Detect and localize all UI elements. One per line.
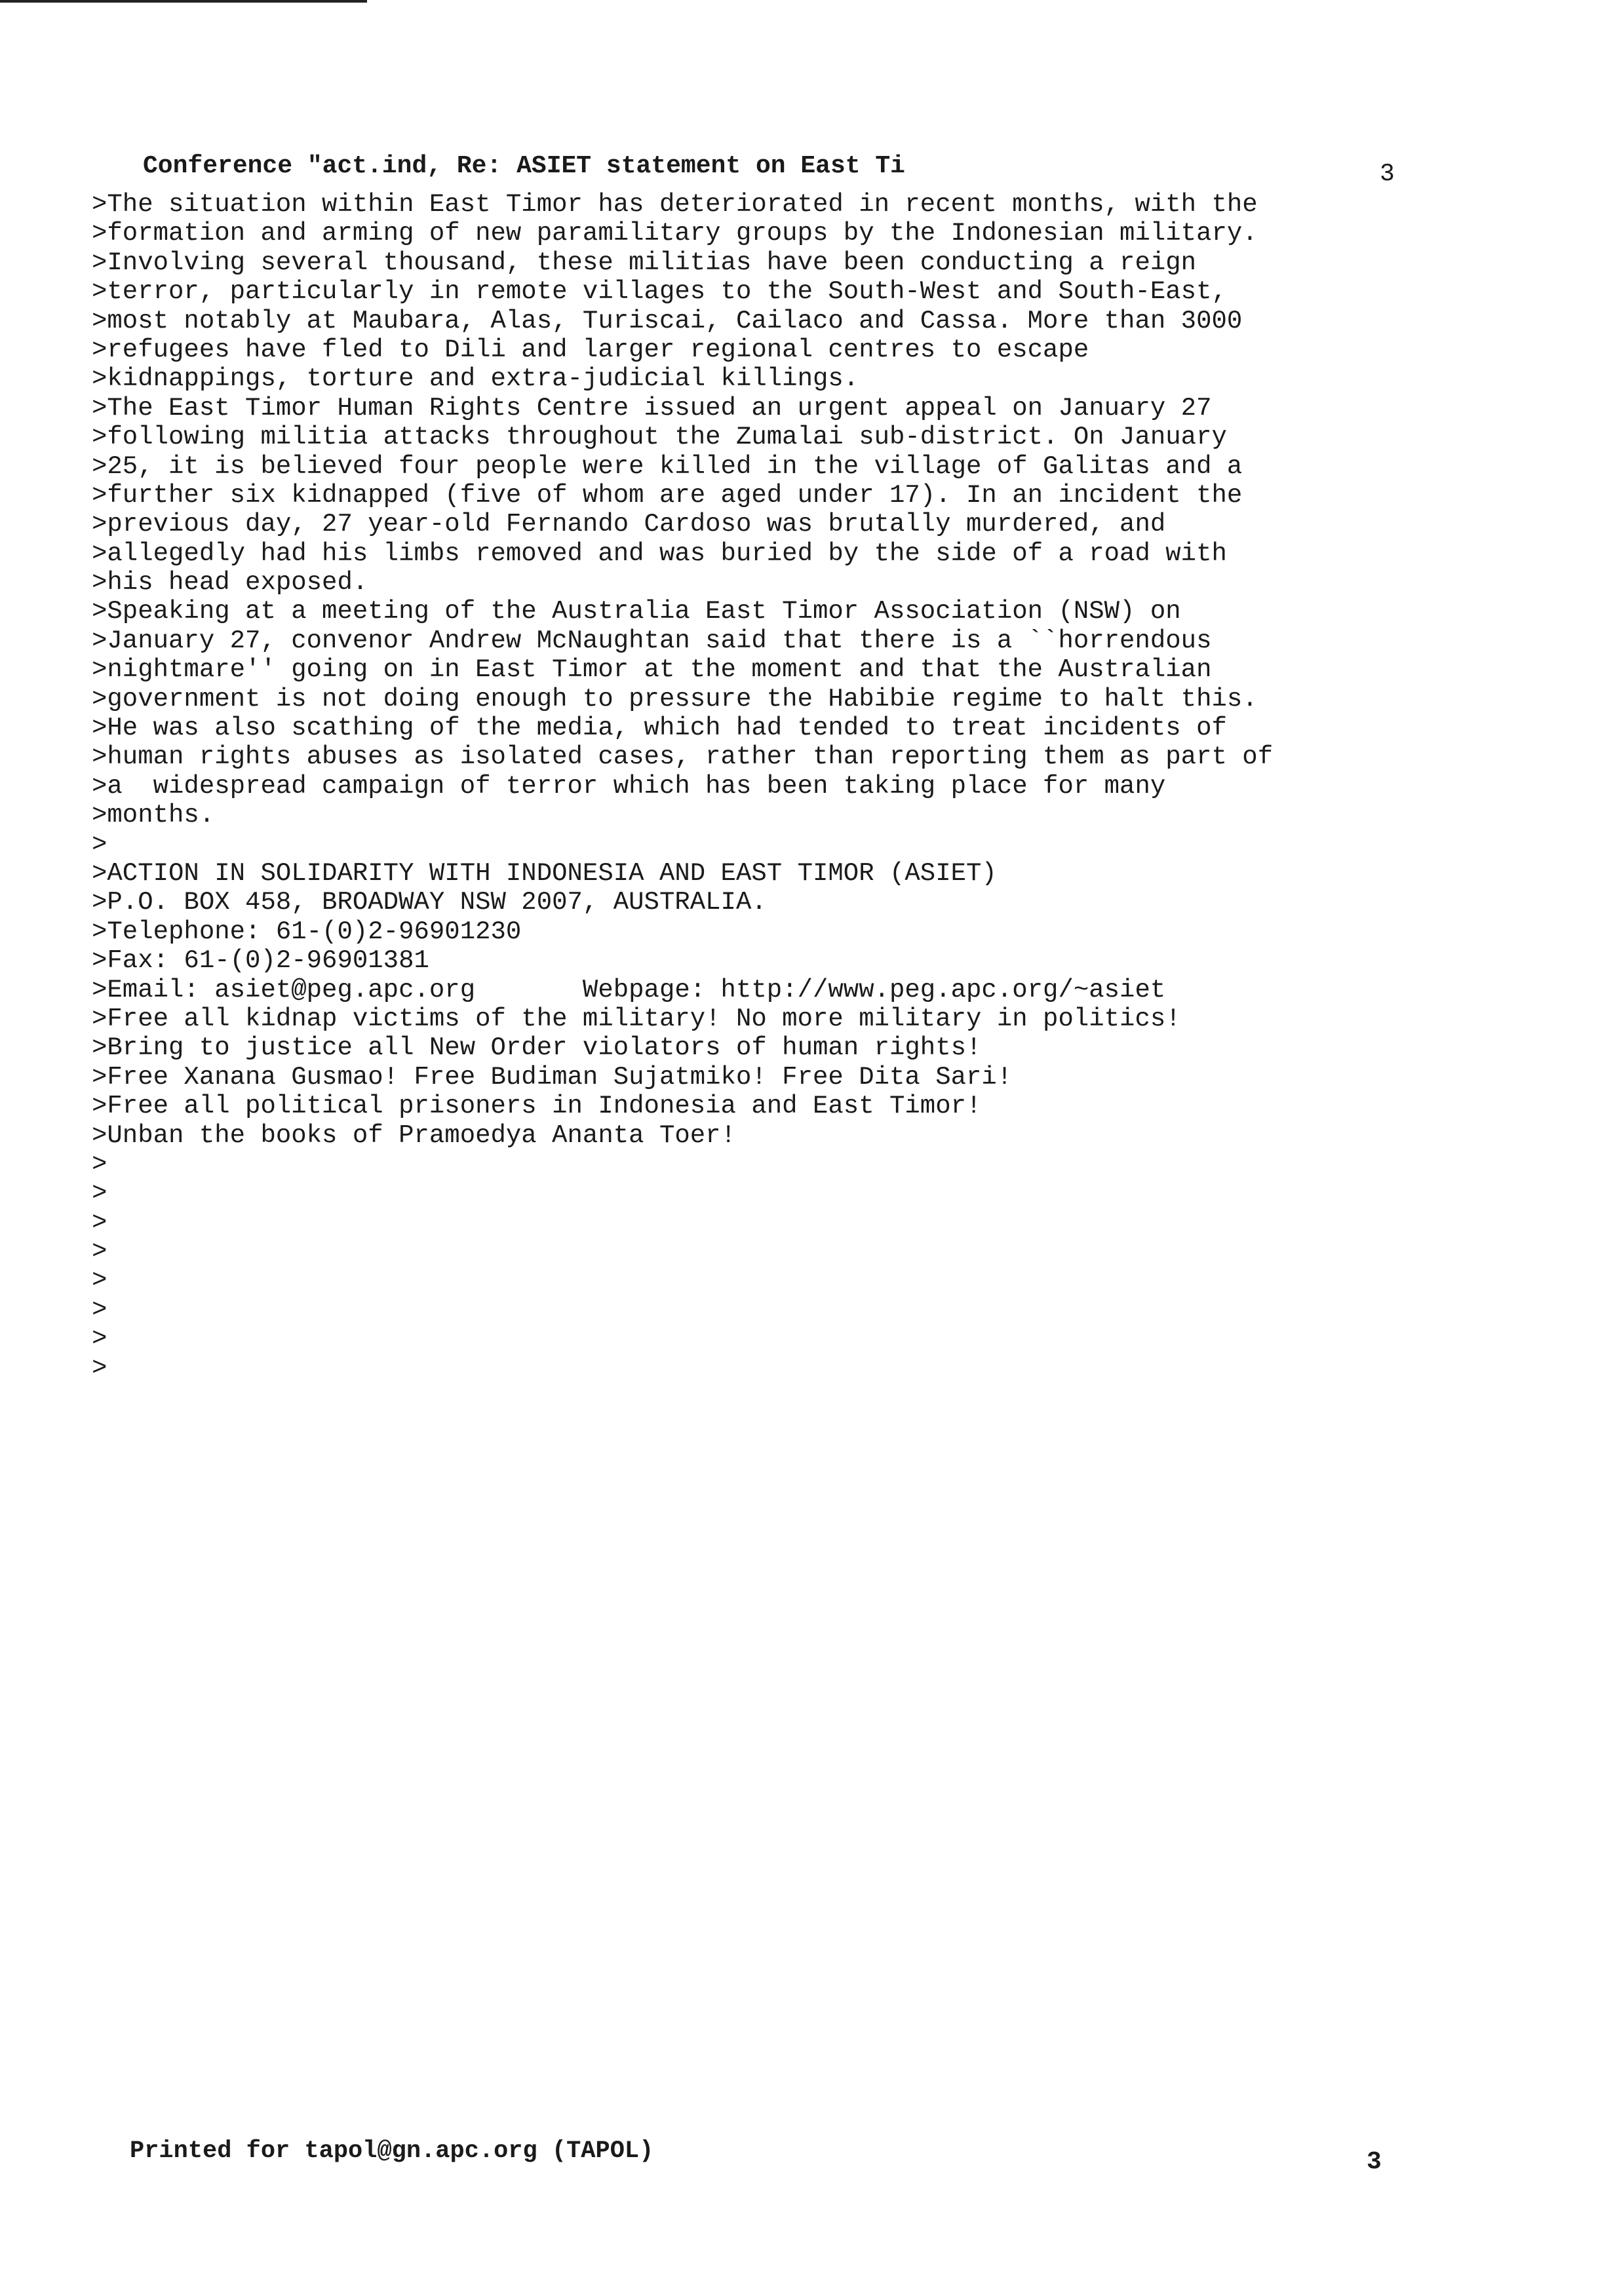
body-line: >Bring to justice all New Order violators of human rights! xyxy=(92,1033,982,1063)
body-line: >a widespread campaign of terror which has been taking place for many xyxy=(92,771,1166,801)
body-line: >months. xyxy=(92,801,215,830)
body-line: >Unban the books of Pramoedya Ananta Toer! xyxy=(92,1120,736,1150)
body-line: >The situation within East Timor has deteriorated in recent months, with the xyxy=(92,190,1258,219)
body-line: > xyxy=(92,1295,107,1324)
body-line: >Free all political prisoners in Indonesia and East Timor! xyxy=(92,1092,982,1121)
body-line: >Free all kidnap victims of the military! No more military in politics! xyxy=(92,1004,1181,1033)
body-line: >Fax: 61-(0)2-96901381 xyxy=(92,946,429,976)
body-line: > xyxy=(92,1237,107,1267)
page-footer-number: 3 xyxy=(1367,2148,1382,2176)
body-line: >Speaking at a meeting of the Australia East Timor Association (NSW) on xyxy=(92,597,1181,626)
body-line: >refugees have fled to Dili and larger regional centres to escape xyxy=(92,335,1089,364)
body-line: >government is not doing enough to pressure the Habibie regime to halt this. xyxy=(92,684,1258,714)
body-line: >Telephone: 61-(0)2-96901230 xyxy=(92,917,522,946)
body-line: > xyxy=(92,1179,107,1208)
page-header-title: Conference "act.ind, Re: ASIET statement on East Ti xyxy=(143,152,905,180)
body-line: >The East Timor Human Rights Centre issued an urgent appeal on January 27 xyxy=(92,393,1212,423)
page-footer-printed-for: Printed for tapol@gn.apc.org (TAPOL) xyxy=(130,2137,654,2165)
message-body xyxy=(92,190,1521,1383)
body-line: > xyxy=(92,1324,107,1354)
scan-edge-mark xyxy=(0,0,367,3)
body-line: >Free Xanana Gusmao! Free Budiman Sujatmiko! Free Dita Sari! xyxy=(92,1062,1013,1092)
body-line: >previous day, 27 year-old Fernando Cardoso was brutally murdered, and xyxy=(92,510,1166,539)
body-line: >allegedly had his limbs removed and was buried by the side of a road with xyxy=(92,539,1227,568)
body-line: >Involving several thousand, these militias have been conducting a reign xyxy=(92,248,1197,277)
body-line: > xyxy=(92,1266,107,1295)
page-header-number: 3 xyxy=(1380,160,1395,188)
body-line: >most notably at Maubara, Alas, Turiscai, Cailaco and Cassa. More than 3000 xyxy=(92,306,1243,335)
body-line: >25, it is believed four people were killed in the village of Galitas and a xyxy=(92,451,1243,481)
body-line: >January 27, convenor Andrew McNaughtan said that there is a ``horrendous xyxy=(92,626,1212,655)
body-line: >terror, particularly in remote villages to the South-West and South-East, xyxy=(92,277,1227,307)
body-line: >He was also scathing of the media, which had tended to treat incidents of xyxy=(92,714,1227,743)
body-line: > xyxy=(92,1208,107,1237)
body-line: > xyxy=(92,1353,107,1383)
body-line: > xyxy=(92,830,107,859)
body-line: >ACTION IN SOLIDARITY WITH INDONESIA AND EAST TIMOR (ASIET) xyxy=(92,858,997,888)
body-line: >further six kidnapped (five of whom are aged under 17). In an incident the xyxy=(92,480,1243,510)
body-line: >following militia attacks throughout the Zumalai sub-district. On January xyxy=(92,423,1227,452)
body-line: >Email: asiet@peg.apc.org Webpage: http://www.peg.apc.org/~asiet xyxy=(92,975,1166,1004)
body-line: >human rights abuses as isolated cases, rather than reporting them as part of xyxy=(92,742,1274,772)
body-line: >kidnappings, torture and extra-judicial killings. xyxy=(92,364,859,394)
body-line: > xyxy=(92,1149,107,1179)
body-line: >nightmare'' going on in East Timor at the moment and that the Australian xyxy=(92,655,1212,685)
body-line: >P.O. BOX 458, BROADWAY NSW 2007, AUSTRALIA. xyxy=(92,888,767,917)
body-line: >formation and arming of new paramilitary groups by the Indonesian military. xyxy=(92,219,1258,248)
body-line: >his head exposed. xyxy=(92,568,368,598)
